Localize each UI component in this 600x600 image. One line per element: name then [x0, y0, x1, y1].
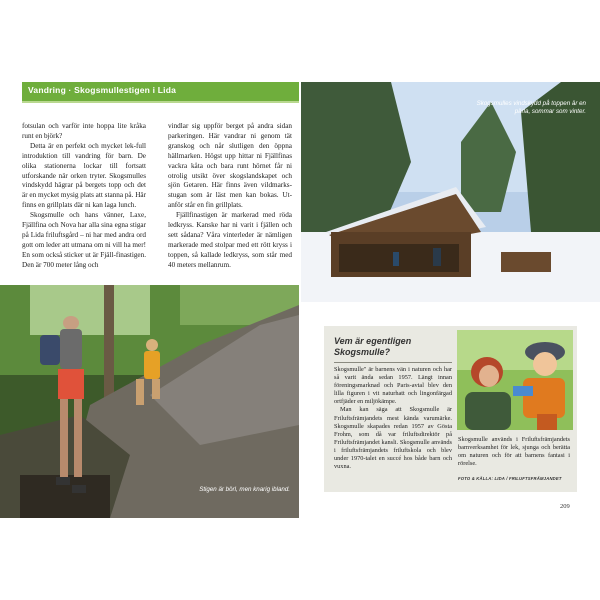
info-box: [324, 326, 577, 492]
photo-credit: FOTO & KÄLLA: LIDA / FRILUFTSFRÄMJANDET: [458, 476, 562, 481]
shelter-caption: Skogsmulles vindskydd på toppen är en pärla, sommar som vinter.: [476, 100, 586, 115]
paragraph: Detta är en perfekt och mycket lek-full introduktion till vandring för barn. De olika stationerna lockar till fortsatt utforskande när orken tryter. Skogsmulles vindskydd hägrar på bergets topp och det är en mycket mysig plats att stanna på. Här finns en grillplats där ni kan laga lunch.: [22, 141, 146, 210]
info-box-text: [334, 366, 452, 471]
text-column-1: [22, 122, 146, 271]
paragraph: Skogsmulle och hans vänner, Laxe, Fjällfina och Nova har alla sina egna stigar på Lida friluftsgård – ni har med andra ord gott om leder att utmana om ni vill ha mer! En som också sticker ut är Fjäll-finastigen. Den är 700 meter lång och: [22, 211, 146, 269]
paragraph: Man kan säga att Skogsmulle är Friluftsfrämjandets mest kända varumärke. Skogsmulle skapades redan 1957 av Gösta Frohm, som då var friluftsdirektör på Friluftsfrämjandet kansli. Skogsmulle används i friluftsfrämjandets friluftskola och blev under 1970-talet en succé hos både barn och vuxna.: [334, 406, 452, 471]
trail-photo: [0, 285, 299, 518]
page-number: 209: [560, 503, 570, 510]
shelter-photo: [301, 82, 600, 302]
paragraph: fotsulan och varför inte hoppa lite kråka runt en björk?: [22, 122, 146, 140]
info-box-title: Vem är egentligen Skogsmulle?: [334, 336, 412, 357]
paragraph: Fjällfinastigen är markerad med röda ledkryss. Kanske har ni varit i fjällen och sett sådana? Våra vinterleder är nämligen markerade med stolpar med ett rött kryss i toppen, så kallade ledkryss, som står med 40 meters mellanrum.: [168, 211, 292, 269]
info-box-side-text: Skogsmulle används i Friluftsfrämjandets barnverksamhet för lek, sjunga och berätta om naturen och för att barnens fantasi i rörelse.: [458, 436, 570, 468]
skogsmulle-photo: [457, 330, 573, 430]
text-column-2: [168, 122, 292, 271]
trail-caption: Stigen är börl, men knarig ibland.: [199, 486, 290, 493]
section-header-title: Vandring · Skogsmullestigen i Lida: [28, 85, 177, 95]
info-box-divider: [334, 362, 452, 363]
paragraph: Skogsmulle" är barnens vän i naturen och har så varit ända sedan 1957. Längt innan föreningsmarknad och Paris-avtal blev den lilla figuren i vit naturhatt och lingonfärgad ortfjäder en miljökämpe.: [334, 366, 452, 406]
section-header-bar: [22, 82, 299, 101]
header-underline: [22, 101, 299, 103]
paragraph: vindlar sig uppför berget på andra sidan parkeringen. Här vandrar ni genom tät granskog och når slutligen den öppna hällmarken. Högst upp hittar ni Fjällfinas vackra kåta och bara runt hörnet får ni otrolig utsikt över skogslandskapet och sjön Getaren. Här finns även vildmarks-stugan som är läst men kan bokas. Ut-anför står en fin grillplats.: [168, 122, 292, 210]
